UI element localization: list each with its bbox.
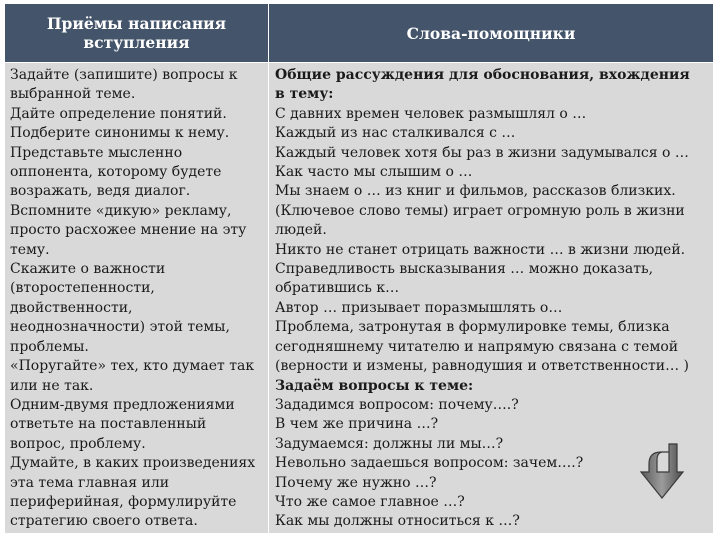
list-item: сегодняшнему читателю и напрямую связана с темой <box>275 338 679 355</box>
list-item: Каждый из нас сталкивался с … <box>275 125 516 142</box>
list-item: Мы знаем о … из книг и фильмов, рассказов близких. <box>275 183 676 200</box>
list-item: С давних времен человек размышлял о … <box>275 105 587 122</box>
list-item: Дайте определение понятий. <box>10 105 227 122</box>
header-helper-words <box>269 4 713 62</box>
list-item: (второстепенности, <box>10 280 155 297</box>
list-item: (Ключевое слово темы) играет огромную роль в жизни <box>275 202 685 219</box>
list-item: периферийная, формулируйте <box>10 493 237 510</box>
list-item: Справедливость высказывания … можно доказать, <box>275 261 654 278</box>
list-item: Автор … призывает поразмышлять о… <box>275 299 563 316</box>
list-item: стратегию своего ответа. <box>10 513 198 530</box>
list-item: оппонента, которому будете <box>10 164 222 181</box>
list-item: (верности и измены, равнодушия и ответственности… ) <box>275 358 689 375</box>
list-item: Общие рассуждения для обоснования, вхождения <box>275 67 690 83</box>
list-item: возражать, ведя диалог. <box>10 183 191 200</box>
list-item: Проблема, затронутая в формулировке темы, близка <box>275 319 670 336</box>
list-item: Никто не станет отрицать важности … в жизни людей. <box>275 241 686 258</box>
list-item: Что же самое главное …? <box>275 493 465 510</box>
list-item: в тему: <box>275 86 334 103</box>
list-item: ответьте на поставленный <box>10 416 207 433</box>
list-item: эта тема главная или <box>10 474 170 491</box>
header-techniques <box>5 4 268 62</box>
return-down-arrow-icon[interactable] <box>639 442 685 500</box>
list-item: Вспомните «дикую» рекламу, <box>10 202 232 219</box>
list-item: «Поругайте» тех, кто думает так <box>10 358 255 375</box>
list-item: Как часто мы слышим о … <box>275 164 473 181</box>
list-item: Скажите о важности <box>10 261 166 278</box>
techniques-list <box>10 66 255 532</box>
list-item: тему. <box>10 241 50 258</box>
header-techniques-line1: Приёмы написания <box>46 14 227 33</box>
list-item: неоднозначности) этой темы, <box>10 319 230 336</box>
list-item: или не так. <box>10 377 94 394</box>
list-item: двойственности, <box>10 299 133 316</box>
list-item: Зададимся вопросом: почему….? <box>275 396 519 413</box>
list-item: проблемы. <box>10 338 89 355</box>
list-item: Почему же нужно …? <box>275 474 437 491</box>
list-item: Одним-двумя предложениями <box>10 396 235 413</box>
list-item: обратившись к… <box>275 280 400 297</box>
helper-words-list <box>275 66 690 532</box>
list-item: В чем же причина …? <box>275 416 439 433</box>
list-item: выбранной теме. <box>10 86 136 103</box>
header-divider <box>5 62 713 63</box>
list-item: вопрос, проблему. <box>10 435 146 452</box>
list-item: Думайте, в каких произведениях <box>10 455 256 472</box>
list-item: Задумаемся: должны ли мы…? <box>275 435 504 452</box>
header-helper-words-label: Слова-помощники <box>406 23 576 43</box>
list-item: Представьте мысленно <box>10 144 183 161</box>
list-item: Невольно задаешься вопросом: зачем….? <box>275 455 584 472</box>
list-item: людей. <box>275 222 327 239</box>
list-item: Задайте (запишите) вопросы к <box>10 67 238 83</box>
list-item: Как мы должны относиться к …? <box>275 513 520 530</box>
list-item: Подберите синонимы к нему. <box>10 125 230 142</box>
list-item: просто расхожее мнение на эту <box>10 222 247 239</box>
header-techniques-line2: вступления <box>83 33 190 52</box>
list-item: Задаём вопросы к теме: <box>275 377 474 394</box>
list-item: Каждый человек хотя бы раз в жизни задумывался о … <box>275 144 689 161</box>
column-divider <box>268 4 269 533</box>
